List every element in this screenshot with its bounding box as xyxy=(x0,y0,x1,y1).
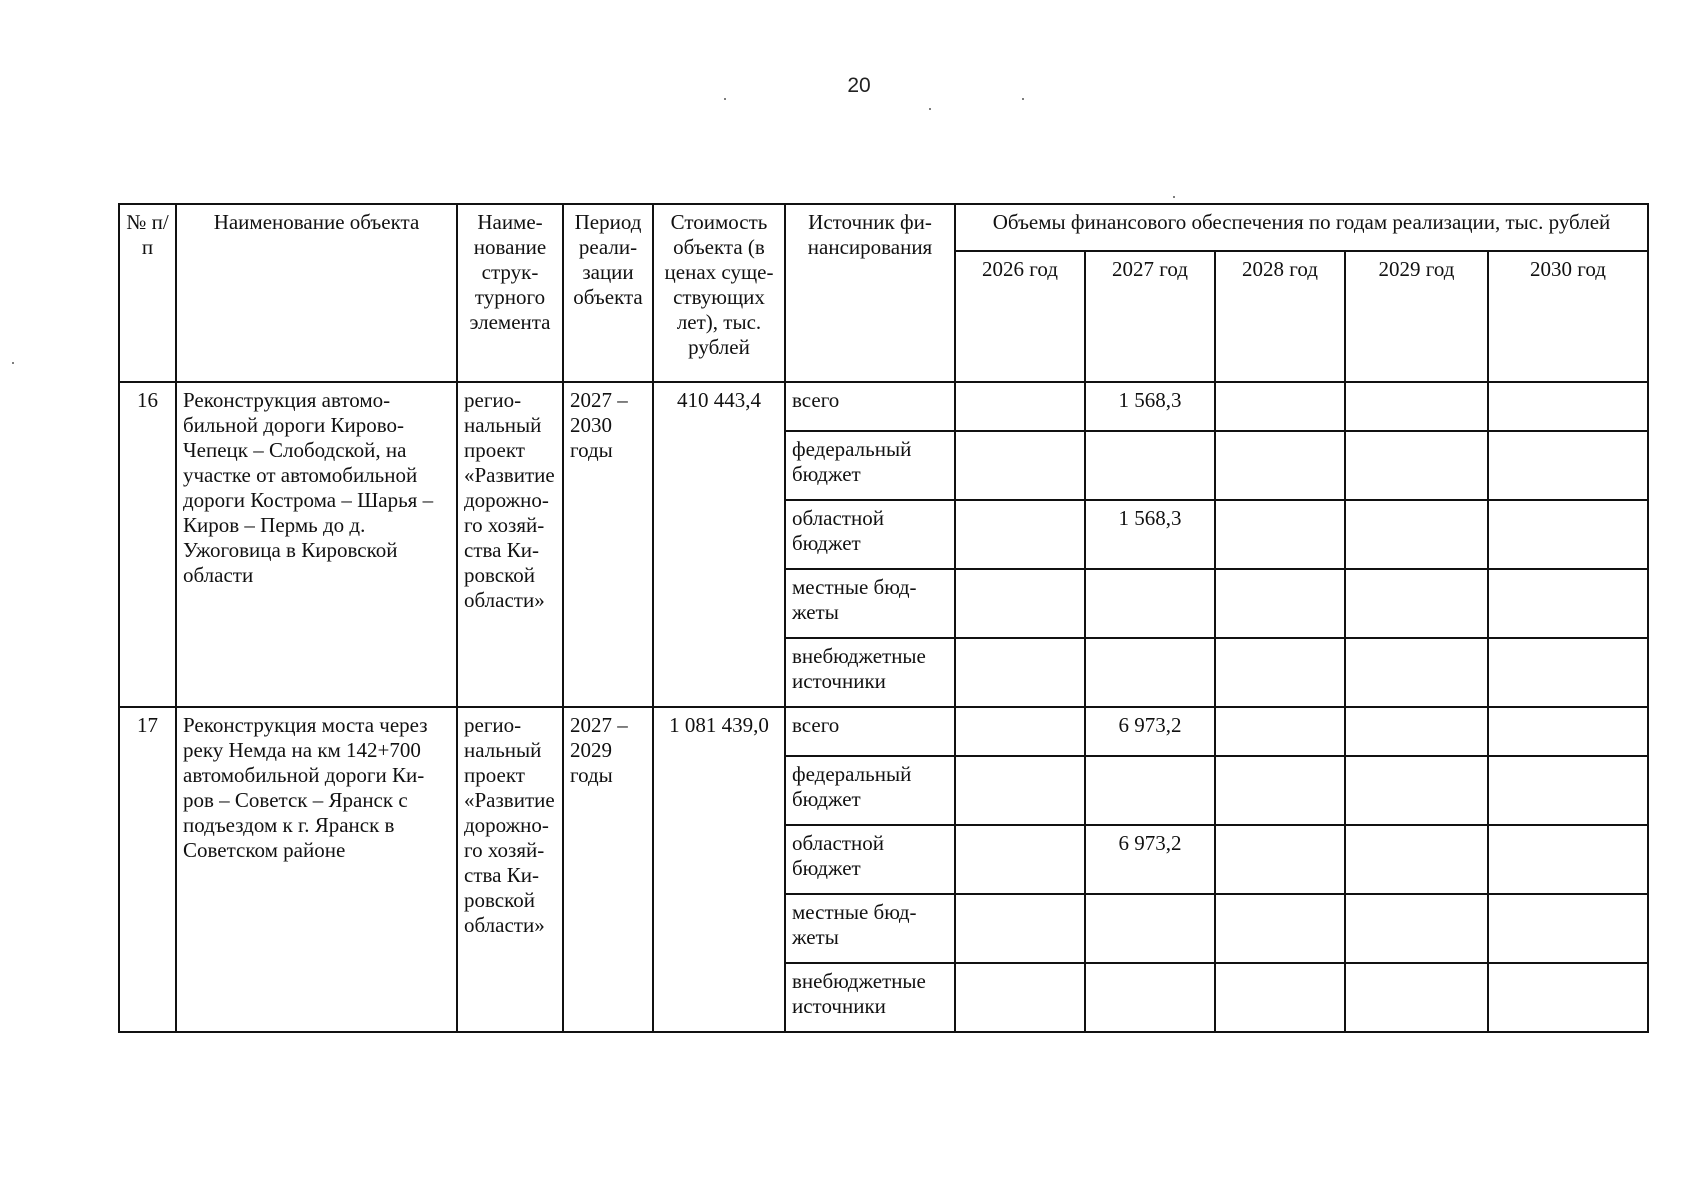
year-value-cell xyxy=(1215,756,1345,825)
header-num: № п/п xyxy=(119,204,176,382)
header-object-name: Наименование объекта xyxy=(176,204,457,382)
year-value-cell xyxy=(1215,638,1345,707)
scan-speck xyxy=(929,108,931,110)
year-value-cell xyxy=(1488,500,1648,569)
year-value-cell: 1 568,3 xyxy=(1085,500,1215,569)
header-year-2028: 2028 год xyxy=(1215,251,1345,382)
year-value-cell xyxy=(955,500,1085,569)
table-row xyxy=(119,707,1648,756)
funding-source-label: внебюджетные источники xyxy=(785,638,955,707)
structural-element: регио-нальный проект «Развитие дорожно-го хозяй-ства Ки-ровской области» xyxy=(457,707,563,1032)
year-value-cell xyxy=(955,894,1085,963)
year-value-cell xyxy=(1488,382,1648,431)
funding-source-label: всего xyxy=(785,382,955,431)
object-number: 17 xyxy=(119,707,176,1032)
year-value-cell: 1 568,3 xyxy=(1085,382,1215,431)
funding-source-label: федеральный бюджет xyxy=(785,756,955,825)
year-value-cell xyxy=(1488,569,1648,638)
year-value-cell xyxy=(1488,894,1648,963)
scan-speck xyxy=(1173,196,1175,198)
year-value-cell xyxy=(955,756,1085,825)
year-value-cell xyxy=(955,382,1085,431)
year-value-cell xyxy=(1215,707,1345,756)
funding-source-label: областной бюджет xyxy=(785,825,955,894)
year-value-cell xyxy=(1488,638,1648,707)
year-value-cell xyxy=(955,825,1085,894)
funding-source-label: местные бюд-жеты xyxy=(785,569,955,638)
year-value-cell xyxy=(1345,894,1488,963)
year-value-cell xyxy=(1488,431,1648,500)
year-value-cell xyxy=(1215,963,1345,1032)
header-cost: Стоимость объекта (в ценах суще-ствующих лет), тыс. рублей xyxy=(653,204,785,382)
year-value-cell xyxy=(1215,500,1345,569)
year-value-cell: 6 973,2 xyxy=(1085,825,1215,894)
year-value-cell xyxy=(955,431,1085,500)
header-structural-element: Наиме-нование струк-турного элемента xyxy=(457,204,563,382)
year-value-cell xyxy=(1345,756,1488,825)
object-number: 16 xyxy=(119,382,176,707)
year-value-cell xyxy=(955,569,1085,638)
structural-element: регио-нальный проект «Развитие дорожно-го хозяй-ства Ки-ровской области» xyxy=(457,382,563,707)
year-value-cell xyxy=(1345,825,1488,894)
year-value-cell xyxy=(1085,431,1215,500)
year-value-cell xyxy=(1345,707,1488,756)
funding-source-label: федеральный бюджет xyxy=(785,431,955,500)
year-value-cell: 6 973,2 xyxy=(1085,707,1215,756)
header-funding-source: Источник фи-нансирования xyxy=(785,204,955,382)
funding-source-label: внебюджетные источники xyxy=(785,963,955,1032)
year-value-cell xyxy=(1345,500,1488,569)
year-value-cell xyxy=(955,638,1085,707)
implementation-period: 2027 – 2030 годы xyxy=(563,382,653,707)
year-value-cell xyxy=(955,707,1085,756)
year-value-cell xyxy=(1085,569,1215,638)
year-value-cell xyxy=(1345,382,1488,431)
scan-speck xyxy=(1022,98,1024,100)
year-value-cell xyxy=(1345,569,1488,638)
year-value-cell xyxy=(1488,963,1648,1032)
year-value-cell xyxy=(1488,756,1648,825)
year-value-cell xyxy=(1215,825,1345,894)
year-value-cell xyxy=(1085,638,1215,707)
financing-table xyxy=(118,203,1649,1033)
object-name: Реконструкция моста через реку Немда на км 142+700 автомобильной дороги Ки-ров – Советск – Яранск с подъездом к г. Яранск в Советском районе xyxy=(176,707,457,1032)
funding-source-label: местные бюд-жеты xyxy=(785,894,955,963)
table-row xyxy=(119,382,1648,431)
funding-source-label: областной бюджет xyxy=(785,500,955,569)
year-value-cell xyxy=(1085,894,1215,963)
year-value-cell xyxy=(955,963,1085,1032)
year-value-cell xyxy=(1085,756,1215,825)
object-cost: 410 443,4 xyxy=(653,382,785,707)
header-year-2030: 2030 год xyxy=(1488,251,1648,382)
scan-speck xyxy=(724,98,726,100)
table-body xyxy=(119,382,1648,1032)
year-value-cell xyxy=(1085,963,1215,1032)
year-value-cell xyxy=(1215,569,1345,638)
scan-speck xyxy=(12,362,14,364)
year-value-cell xyxy=(1345,963,1488,1032)
table-header xyxy=(119,204,1648,382)
year-value-cell xyxy=(1215,382,1345,431)
header-financing-volumes: Объемы финансового обеспечения по годам реализации, тыс. рублей xyxy=(955,204,1648,251)
year-value-cell xyxy=(1215,431,1345,500)
implementation-period: 2027 – 2029 годы xyxy=(563,707,653,1032)
header-year-2029: 2029 год xyxy=(1345,251,1488,382)
year-value-cell xyxy=(1215,894,1345,963)
object-cost: 1 081 439,0 xyxy=(653,707,785,1032)
year-value-cell xyxy=(1345,431,1488,500)
funding-source-label: всего xyxy=(785,707,955,756)
header-year-2026: 2026 год xyxy=(955,251,1085,382)
year-value-cell xyxy=(1488,825,1648,894)
page-number: 20 xyxy=(847,74,871,97)
year-value-cell xyxy=(1488,707,1648,756)
object-name: Реконструкция автомо-бильной дороги Кирово-Чепецк – Слободской, на участке от автомобильной дороги Кострома – Шарья – Киров – Пермь до д. Ужоговица в Кировской области xyxy=(176,382,457,707)
header-year-2027: 2027 год xyxy=(1085,251,1215,382)
year-value-cell xyxy=(1345,638,1488,707)
header-period: Период реали-зации объекта xyxy=(563,204,653,382)
